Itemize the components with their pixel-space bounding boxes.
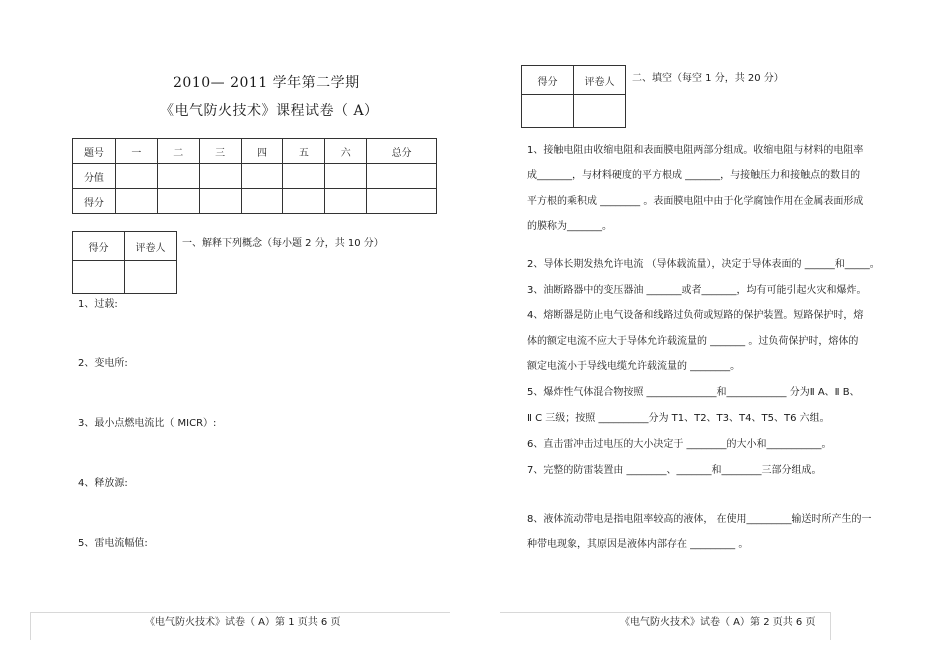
grader-name-label: 评卷人: [574, 66, 626, 95]
fill-line: 7、完整的防雷装置由 ________、_______和________三部分组成。: [527, 465, 822, 476]
score-table-cell[interactable]: [157, 189, 199, 214]
score-table-cell: 得分: [73, 189, 116, 214]
score-table: [72, 138, 437, 214]
section1-heading: 一、解释下列概念（每小题 2 分，共 10 分）: [182, 238, 384, 249]
score-table-cell[interactable]: [325, 164, 367, 189]
score-table-cell: 四: [241, 139, 283, 164]
score-table-cell[interactable]: [199, 189, 241, 214]
fill-line: 成_______，与材料硬度的平方根成 _______，与接触压力和接触点的数目的: [527, 170, 861, 181]
fill-line: 4、熔断器是防止电气设备和线路过负荷或短路的保护装置。短路保护时，熔: [527, 310, 864, 321]
score-table-cell[interactable]: [325, 189, 367, 214]
score-table-cell[interactable]: [241, 164, 283, 189]
score-table-cell[interactable]: [115, 164, 157, 189]
right-footer-rule: [500, 612, 830, 613]
right-footer-margin: [830, 612, 831, 640]
left-footer-rule: [30, 612, 450, 613]
fill-line: 3、油断路器中的变压器油 _______或者_______，均有可能引起火灾和爆炸。: [527, 285, 867, 296]
score-table-row: [73, 189, 437, 214]
right-page-footer: 《电气防火技术》试卷（ A）第 2 页共 6 页: [620, 617, 816, 628]
fill-line: 体的额定电流不应大于导体允许载流量的 _______ 。过负荷保护时，熔体的: [527, 336, 859, 347]
grader-score-cell[interactable]: [522, 95, 574, 128]
grader-score-label: 得分: [522, 66, 574, 95]
fill-line: 1、接触电阻由收缩电阻和表面膜电阻两部分组成。收缩电阻与材料的电阻率: [527, 145, 864, 156]
grader-name-cell[interactable]: [125, 261, 177, 294]
left-footer-margin: [30, 612, 31, 640]
grader-name-cell[interactable]: [574, 95, 626, 128]
score-table-cell: 题号: [73, 139, 116, 164]
score-table-cell[interactable]: [115, 189, 157, 214]
fill-line: 种带电现象，其原因是液体内部存在 _________ 。: [527, 539, 749, 550]
grader-box-section2: [521, 65, 626, 128]
grader-box-section1: [72, 231, 177, 294]
grader-name-label: 评卷人: [125, 232, 177, 261]
fill-line: 6、直击雷冲击过电压的大小决定于 ________的大小和___________。: [527, 439, 832, 450]
fill-line: 的膜称为_______。: [527, 221, 612, 232]
question-5: 5、雷电流幅值:: [78, 538, 148, 549]
score-table-row: [73, 164, 437, 189]
score-table-cell[interactable]: [157, 164, 199, 189]
grader-score-label: 得分: [73, 232, 125, 261]
score-table-cell[interactable]: [367, 189, 437, 214]
fill-line: 8、液体流动带电是指电阻率较高的液体， 在使用_________输送时所产生的一: [527, 514, 872, 525]
left-page-footer: 《电气防火技术》试卷（ A）第 1 页共 6 页: [145, 617, 341, 628]
score-table-cell: 总分: [367, 139, 437, 164]
score-table-cell: 分值: [73, 164, 116, 189]
fill-line: 平方根的乘积成 ________ 。表面膜电阻中由于化学腐蚀作用在金属表面形成: [527, 196, 864, 207]
score-table-cell[interactable]: [283, 189, 325, 214]
score-table-cell: 六: [325, 139, 367, 164]
question-4: 4、释放源:: [78, 478, 128, 489]
score-table-header-row: [73, 139, 437, 164]
score-table-cell: 三: [199, 139, 241, 164]
exam-course-title: 《电气防火技术》课程试卷（ A）: [160, 103, 379, 119]
section2-heading: 二、填空（每空 1 分，共 20 分）: [632, 73, 784, 84]
score-table-cell: 五: [283, 139, 325, 164]
question-1: 1、过载:: [78, 299, 118, 310]
score-table-cell[interactable]: [199, 164, 241, 189]
grader-score-cell[interactable]: [73, 261, 125, 294]
exam-semester-title: 2010— 2011 学年第二学期: [173, 75, 360, 91]
fill-line: 2、导体长期发热允许电流 （导体载流量），决定于导体表面的 ______和_____。: [527, 259, 880, 270]
fill-line: 额定电流小于导线电缆允许载流量的 ________。: [527, 361, 741, 372]
score-table-cell: 一: [115, 139, 157, 164]
question-2: 2、变电所:: [78, 358, 128, 369]
fill-line: 5、爆炸性气体混合物按照 ______________和____________ 分为Ⅱ A、Ⅱ B、: [527, 387, 860, 398]
score-table-cell[interactable]: [283, 164, 325, 189]
score-table-cell: 二: [157, 139, 199, 164]
fill-line: Ⅱ C 三级；按照 __________分为 T1、T2、T3、T4、T5、T6 六组。: [527, 413, 830, 424]
score-table-cell[interactable]: [367, 164, 437, 189]
score-table-cell[interactable]: [241, 189, 283, 214]
question-3: 3、最小点燃电流比（ MICR）:: [78, 418, 217, 429]
